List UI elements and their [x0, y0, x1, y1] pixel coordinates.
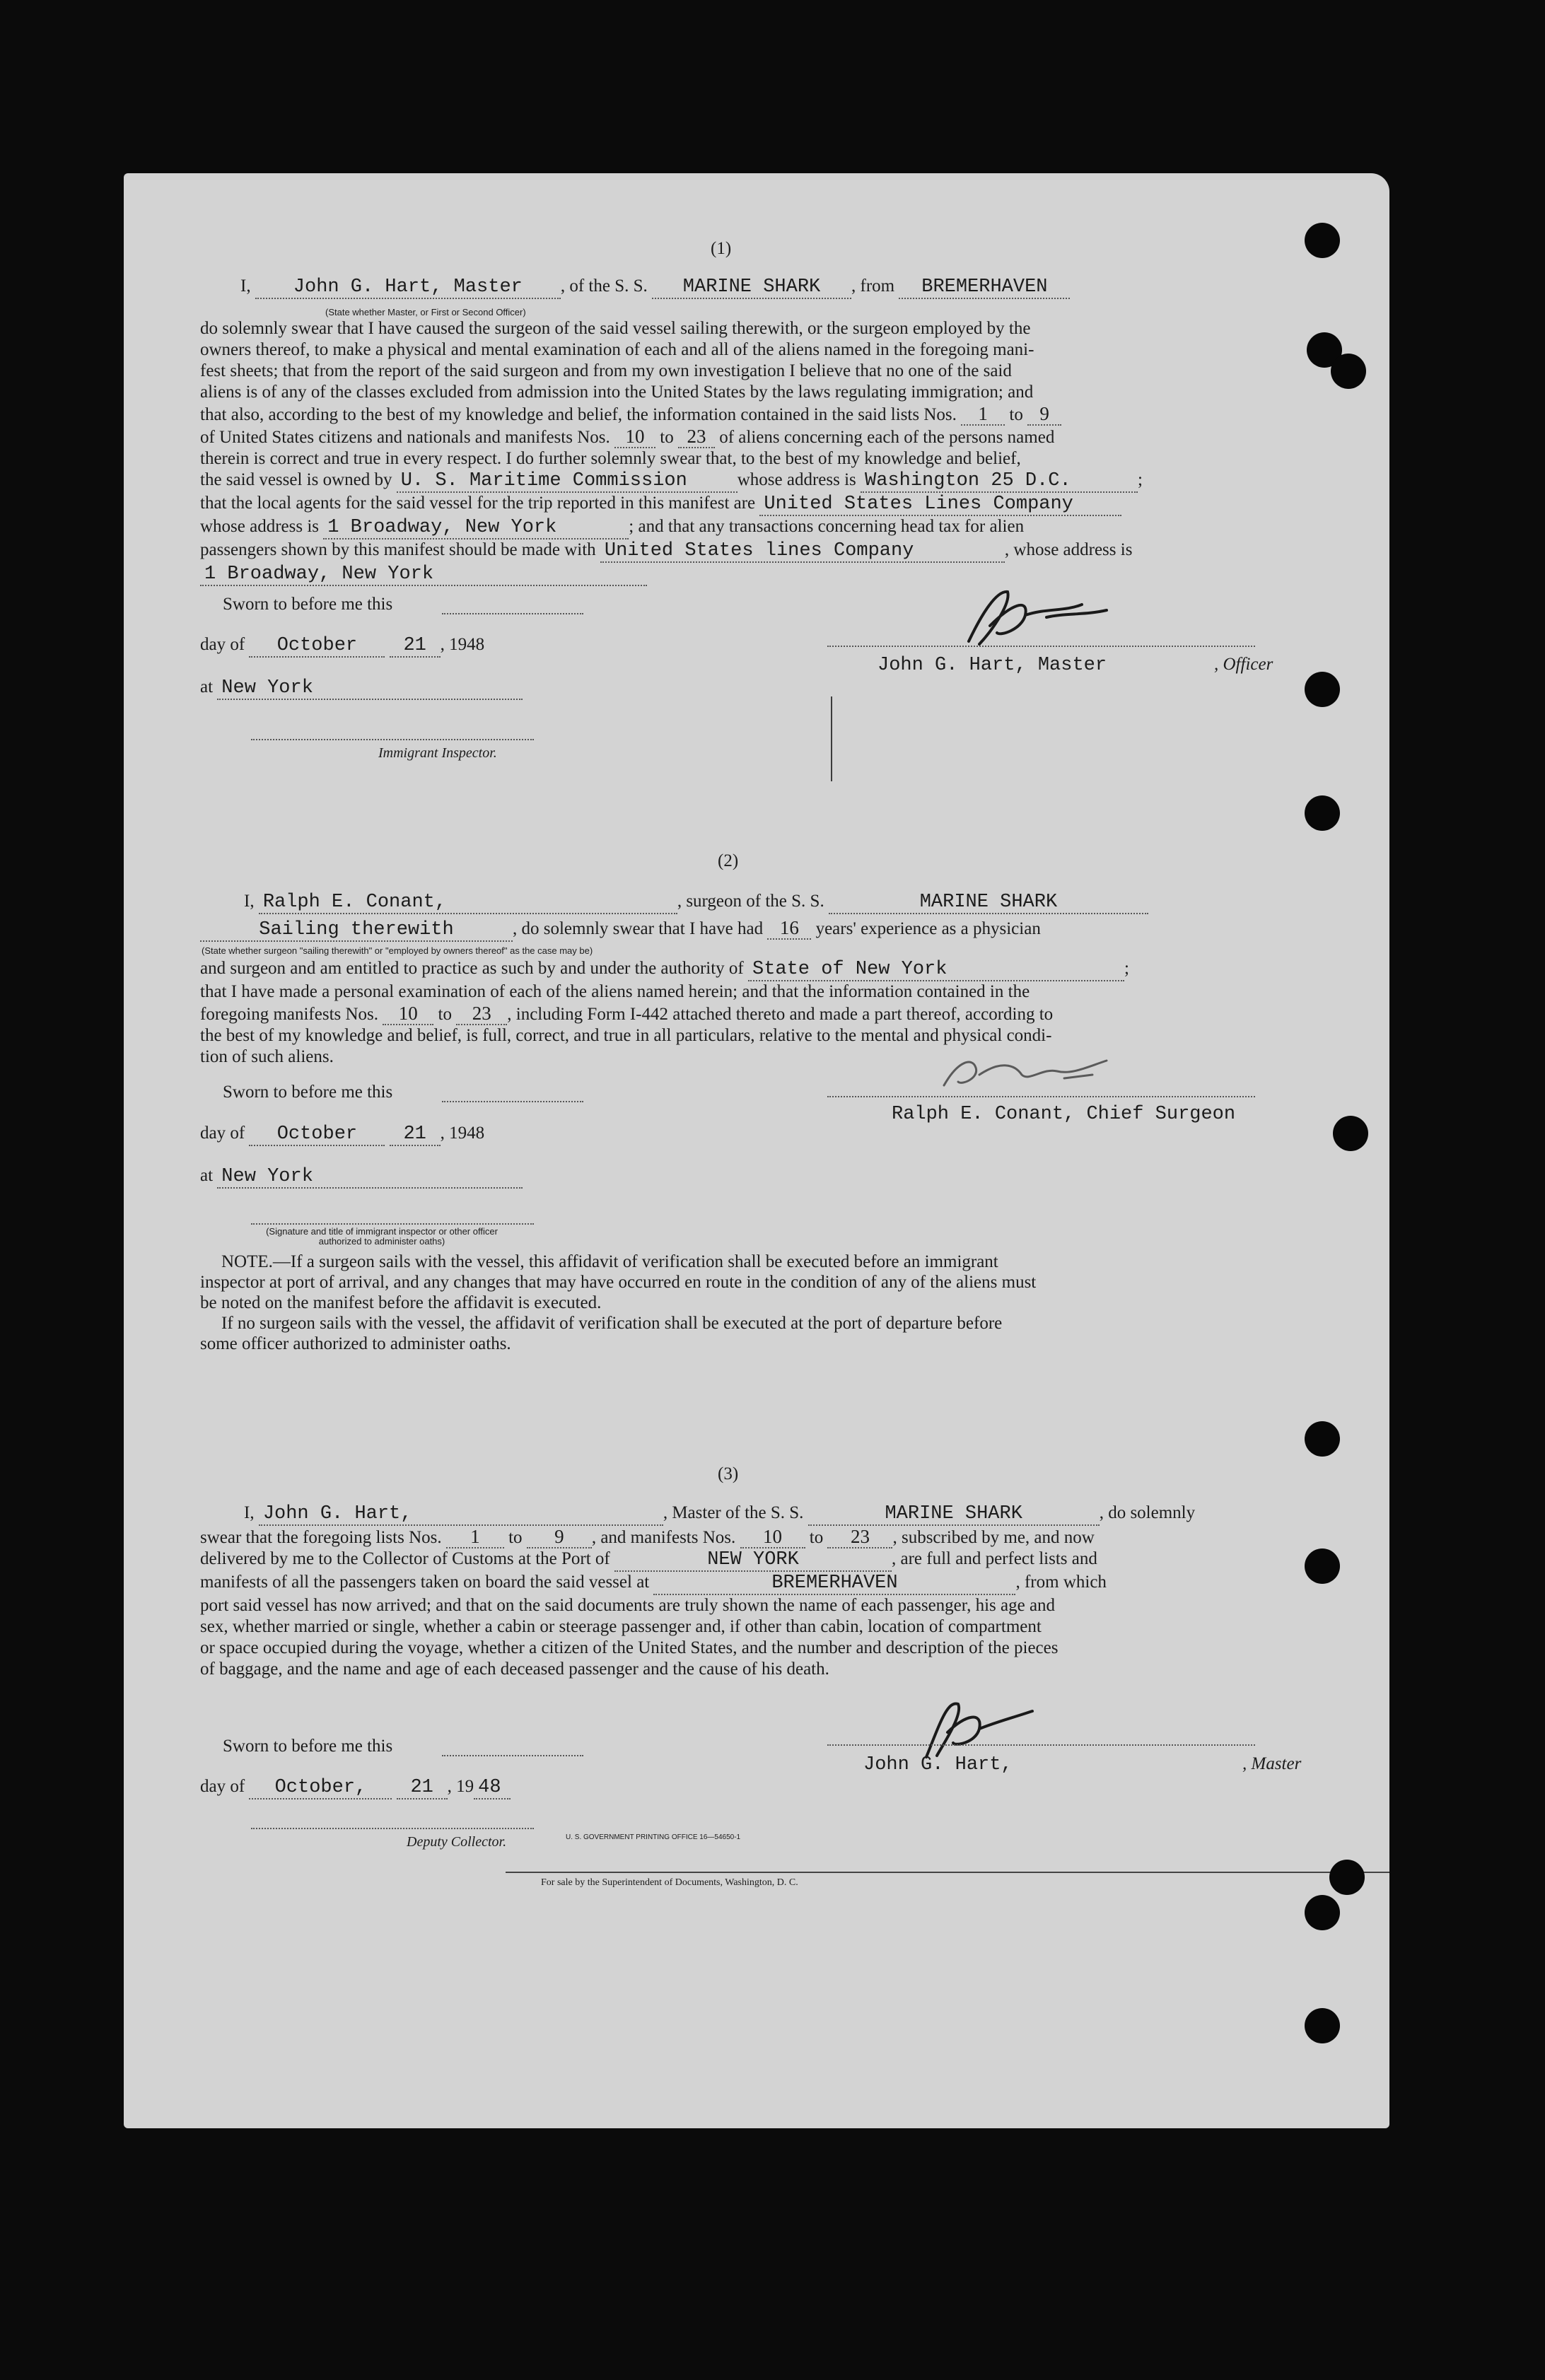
sworn-date: day of October, 21 , 19 48 [200, 1776, 511, 1799]
inspector-caption: Immigrant Inspector. [378, 745, 497, 761]
sworn-place: at New York [200, 677, 523, 700]
signature-conant [923, 1046, 1135, 1096]
master-name: John G. Hart, [259, 1503, 663, 1526]
section-number: (2) [718, 851, 739, 870]
body-paragraph: do solemnly swear that I have caused the surgeon of the said vessel sailing therewith, or the surgeon employed by the owners thereof, to make a physical and mental examination of each and all of the aliens named in the foregoing mani- fest sheets; that from the report of the said surgeon and from my own investigation I believe that no one of the said aliens is of any of the classes excluded from admission into the United States by the laws regulating immigration; and that also, according to the best of my knowledge and belief, the information contained in the said lists Nos. 1 to 9 of United States citizens and nationals and manifests Nos. 10 to 23 of aliens concerning each of the persons named therein is correct and true in every respect. I do further solemnly swear that, to the best of my knowledge and belief, the said vessel is owned by U. S. Maritime Commission whose address is Washington 25 D.C. ; that the local agents for the said vessel for the trip reported in this manifest are United States Lines Company whose address is 1 Broadway, New York ; and that any transactions concerning head tax for alien passengers shown by this manifest should be made with United States lines Company , whose address is 1 Broadway, New York [200, 319, 1143, 585]
sailing-caption: (State whether surgeon "sailing therewith" or "employed by owners thereof" as the case may be) [202, 945, 593, 956]
ship-name: MARINE SHARK [829, 892, 1148, 914]
sworn-place: at New York [200, 1165, 523, 1189]
officer-name: John G. Hart, Master [255, 276, 561, 299]
section-1 [124, 173, 1389, 761]
sailing-line: Sailing therewith , do solemnly swear that I have had 16 years' experience as a physician [200, 917, 1041, 942]
master-line: I, John G. Hart, , Master of the S. S. MARINE SHARK , do solemnly [244, 1503, 1196, 1524]
printing-office: U. S. GOVERNMENT PRINTING OFFICE 16—54650-1 [566, 1833, 741, 1841]
sworn-label: Sworn to before me this [223, 595, 393, 614]
local-agents: United States Lines Company [759, 494, 1121, 516]
head-tax-address: 1 Broadway, New York [200, 564, 647, 586]
signature-hart-2 [898, 1693, 1068, 1761]
sworn-label: Sworn to before me this [223, 1083, 393, 1102]
binder-hole [1305, 223, 1340, 258]
master-signed-name: John G. Hart, , Master [863, 1754, 1302, 1775]
owner-address: Washington 25 D.C. [861, 470, 1138, 493]
signature-hart-1 [940, 583, 1124, 651]
section-number: (3) [718, 1464, 739, 1483]
binder-hole [1305, 2008, 1340, 2043]
manifest-page [124, 173, 1389, 2128]
section-2 [124, 845, 1389, 1524]
for-sale-notice: For sale by the Superintendent of Documents, Washington, D. C. [541, 1877, 798, 1888]
section-3 [124, 1453, 1389, 2075]
officer-signed-name: John G. Hart, Master , Officer [878, 655, 1273, 676]
binder-hole [1305, 1895, 1340, 1930]
binder-hole [1333, 1116, 1368, 1151]
binder-hole [1331, 354, 1366, 389]
section-number: (1) [711, 239, 732, 258]
binder-hole [1329, 1860, 1365, 1895]
sworn-date: day of October 21 , 1948 [200, 1124, 485, 1145]
note-paragraph: NOTE.—If a surgeon sails with the vessel, this affidavit of verification shall be executed before an immigrant inspector at port of arrival, and any changes that may have occurred en route in the condition of any of the aliens must be noted on the manifest before the affidavit is executed. If no surgeon sails with the vessel, the affidavit of verification shall be executed at the port of departure before some officer authorized to administer oaths. [200, 1252, 1037, 1353]
master-paragraph: swear that the foregoing lists Nos. 1 to 9 , and manifests Nos. 10 to 23 , subscribed by me, and now delivered by me to the Collector of Customs at the Port of NEW YORK , are full and perfect lists and manifests of all the passengers taken on board the said vessel at BREMERHAVEN , from which port said vessel has now arrived; and that on the said documents are truly shown the name of each passenger, his age and sex, whether married or single, whether a cabin or steerage passenger and, if other than cabin, location of compartment or space occupied during the voyage, whether a citizen of the United States, and the number and description of the pieces of baggage, and the name and age of each deceased passenger and the cause of his death. [200, 1526, 1107, 1679]
head-tax-agent: United States lines Company [600, 540, 1005, 563]
surgeon-line: I, Ralph E. Conant, , surgeon of the S. S. MARINE SHARK [244, 891, 1148, 914]
master-line: I, John G. Hart, Master , of the S. S. MARINE SHARK , from BREMERHAVEN [240, 276, 1070, 299]
ship-name: MARINE SHARK [652, 276, 851, 299]
sworn-label: Sworn to before me this [223, 1737, 393, 1756]
sworn-date: day of October 21 , 1948 [200, 635, 485, 656]
surgeon-signed-name: Ralph E. Conant, Chief Surgeon [892, 1104, 1236, 1125]
surgeon-name: Ralph E. Conant, [259, 892, 677, 914]
vessel-owner: U. S. Maritime Commission [397, 470, 737, 493]
handwritten-h-mark [803, 696, 832, 781]
binder-hole [1305, 1548, 1340, 1584]
binder-hole [1305, 795, 1340, 831]
officer-caption: (State whether Master, or First or Second Officer) [325, 307, 526, 317]
port-from: BREMERHAVEN [899, 276, 1070, 299]
collector-caption: Deputy Collector. [407, 1834, 507, 1850]
agents-address: 1 Broadway, New York [323, 517, 629, 539]
surgeon-paragraph: and surgeon and am entitled to practice as such by and under the authority of State of New York ; that I have made a personal examination of each of the aliens named herein; and that the information contained in the foregoing manifests Nos. 10 to 23 , including Form I-442 attached thereto and made a part thereof, according to the best of my knowledge and belief, is full, correct, and true in all particulars, relative to the mental and physical condi- tion of such aliens. [200, 959, 1129, 1066]
authorized-caption: (Signature and title of immigrant inspector or other officer authorized to administer oaths) [266, 1226, 498, 1247]
binder-hole [1305, 1421, 1340, 1457]
ship-name: MARINE SHARK [808, 1503, 1100, 1526]
binder-hole [1305, 672, 1340, 707]
